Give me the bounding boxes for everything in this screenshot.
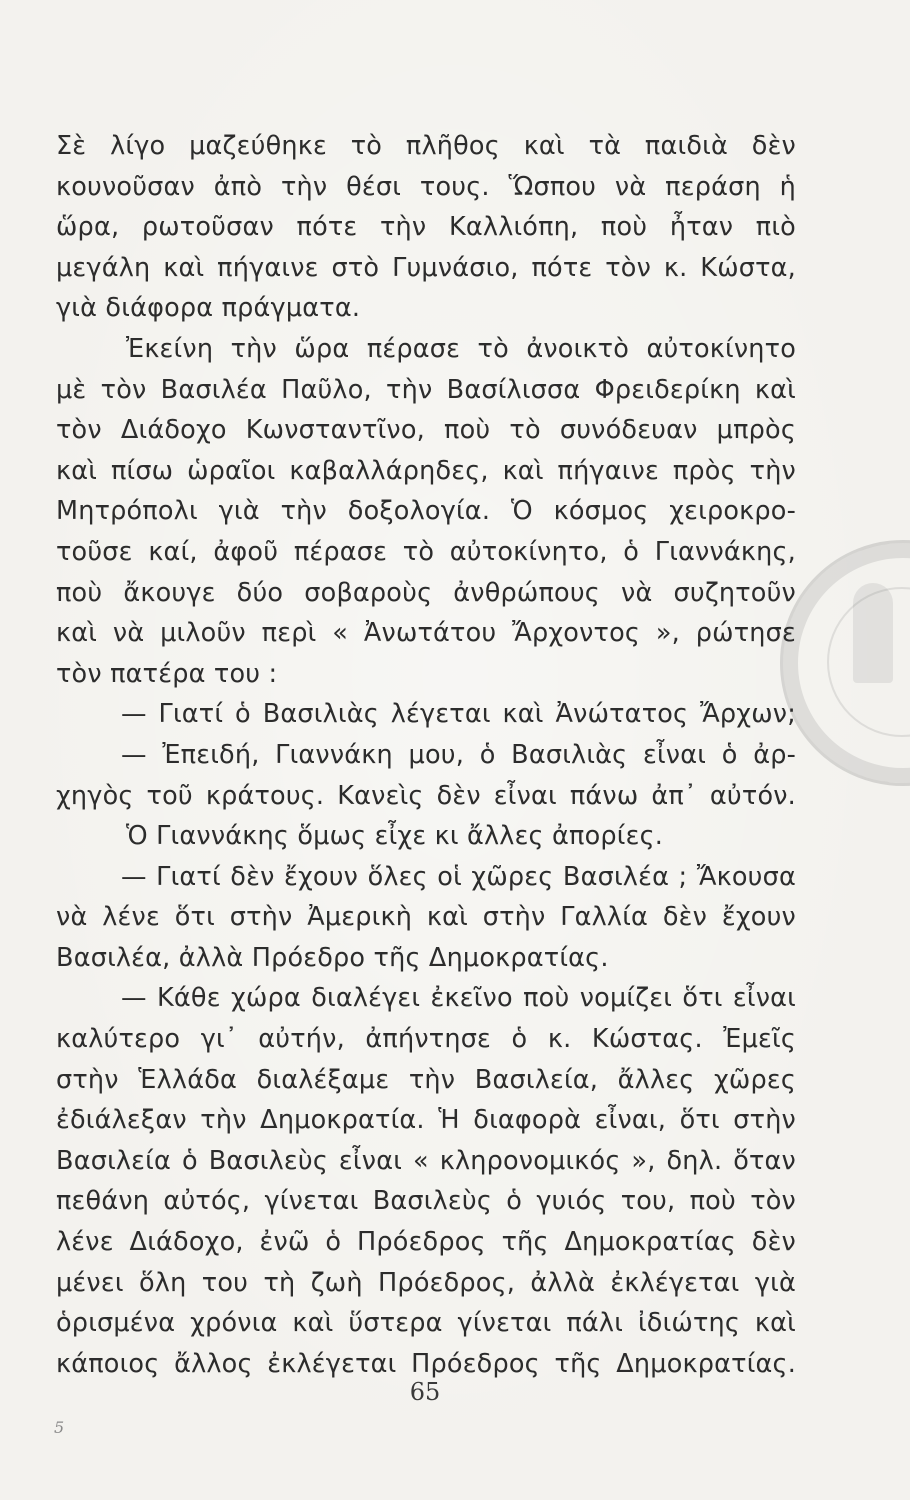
text-line: τὸν Διάδοχο Κωνσταντῖνο, ποὺ τὸ συνόδευαν μπρὸς [56, 415, 796, 446]
text-line: καὶ πίσω ὡραῖοι καβαλλάρηδες, καὶ πήγαινε πρὸς τὴν [56, 455, 796, 486]
text-line: καὶ νὰ μιλοῦν περὶ « Ἀνωτάτου Ἄρχοντος », ρώτησε [56, 618, 796, 649]
text-line: λένε Διάδοχο, ἐνῶ ὁ Πρόεδρος τῆς Δημοκρατίας δὲν [56, 1227, 796, 1258]
text-line: ὁρισμένα χρόνια καὶ ὕστερα γίνεται πάλι ἰδιώτης καὶ [56, 1308, 796, 1339]
dialogue-line: — Ἐπειδή, Γιαννάκη μου, ὁ Βασιλιὰς εἶναι ὁ ἀρ- [121, 739, 796, 770]
text-line: Βασιλεία ὁ Βασιλεὺς εἶναι « κληρονομικός », δηλ. ὅταν [56, 1145, 796, 1176]
text-line: κάποιος ἄλλος ἐκλέγεται Πρόεδρος τῆς Δημοκρατίας. [56, 1348, 796, 1379]
text-line: μένει ὅλη του τὴ ζωὴ Πρόεδρος, ἀλλὰ ἐκλέγεται γιὰ [56, 1267, 796, 1298]
stamp-figure-icon [853, 583, 893, 683]
text-line: Σὲ λίγο μαζεύθηκε τὸ πλῆθος καὶ τὰ παιδιὰ δὲν [56, 131, 796, 161]
text-line: Μητρόπολι γιὰ τὴν δοξολογία. Ὁ κόσμος χειροκρο- [56, 496, 796, 527]
dialogue-line: — Γιατί δὲν ἔχουν ὅλες οἱ χῶρες Βασιλέα ; Ἄκουσα [121, 861, 796, 892]
dialogue-line: — Κάθε χώρα διαλέγει ἐκεῖνο ποὺ νομίζει ὅτι εἶναι [121, 983, 796, 1014]
text-line: κουνοῦσαν ἀπὸ τὴν θέσι τους. Ὥσπου νὰ περάση ἡ [56, 171, 796, 202]
text-line: νὰ λένε ὅτι στὴν Ἀμερικὴ καὶ στὴν Γαλλία δὲν ἔχουν [56, 902, 796, 933]
text-line: πεθάνη αὐτός, γίνεται Βασιλεὺς ὁ γυιός του, ποὺ τὸν [56, 1186, 796, 1217]
text-line: μὲ τὸν Βασιλέα Παῦλο, τὴν Βασίλισσα Φρειδερίκη καὶ [56, 374, 796, 405]
text-line: Ἐκείνη τὴν ὥρα πέρασε τὸ ἀνοικτὸ αὐτοκίνητο [126, 333, 796, 364]
signature-mark: 5 [54, 1418, 65, 1437]
text-line: μεγάλη καὶ πήγαινε στὸ Γυμνάσιο, πότε τὸν κ. Κώστα, [56, 252, 796, 283]
text-line: ποὺ ἄκουγε δύο σοβαροὺς ἀνθρώπους νὰ συζητοῦν [56, 577, 796, 608]
text-line: τοῦσε καί, ἀφοῦ πέρασε τὸ αὐτοκίνητο, ὁ Γιαννάκης, [56, 536, 796, 567]
body-text [56, 126, 796, 1384]
dialogue-line: — Γιατί ὁ Βασιλιὰς λέγεται καὶ Ἀνώτατος Ἄρχων; [121, 699, 796, 730]
library-stamp [780, 540, 910, 786]
text-line: καλύτερο γι᾽ αὐτήν, ἀπήντησε ὁ κ. Κώστας. Ἐμεῖς [56, 1024, 796, 1055]
text-line: γιὰ διάφορα πράγματα. [56, 293, 361, 324]
text-line: στὴν Ἑλλάδα διαλέξαμε τὴν Βασιλεία, ἄλλες χῶρες [56, 1064, 796, 1095]
text-line: Ὁ Γιαννάκης ὅμως εἶχε κι ἄλλες ἀπορίες. [126, 821, 664, 852]
text-line: Βασιλέα, ἀλλὰ Πρόεδρο τῆς Δημοκρατίας. [56, 942, 609, 973]
text-line: ὥρα, ρωτοῦσαν πότε τὴν Καλλιόπη, ποὺ ἦταν πιὸ [56, 212, 796, 243]
text-line: χηγὸς τοῦ κράτους. Κανεὶς δὲν εἶναι πάνω ἀπ᾽ αὐτόν. [56, 780, 796, 811]
page-number: 65 [409, 1378, 441, 1406]
text-line: ἐδιάλεξαν τὴν Δημοκρατία. Ἡ διαφορὰ εἶναι, ὅτι στὴν [56, 1105, 796, 1136]
text-line: τὸν πατέρα του : [56, 658, 278, 689]
